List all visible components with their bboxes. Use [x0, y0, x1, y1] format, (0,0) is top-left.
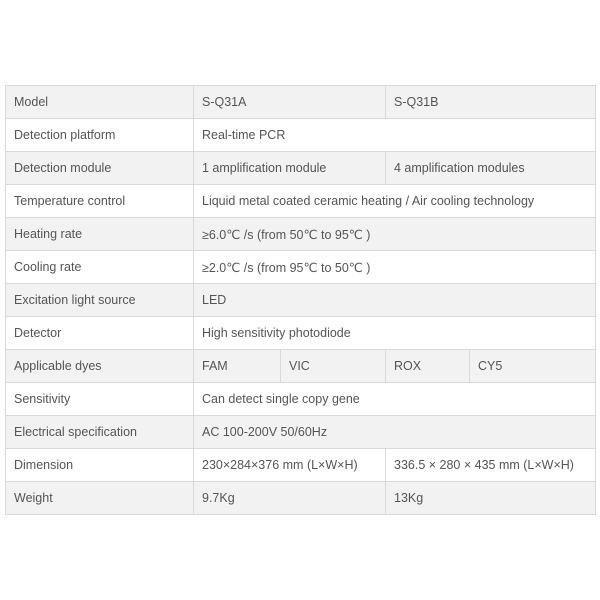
spec-table-body — [6, 86, 596, 515]
row-label: Model — [6, 86, 194, 119]
spec-table — [5, 85, 596, 515]
table-row — [6, 383, 596, 416]
row-label: Applicable dyes — [6, 350, 194, 383]
table-cell: S-Q31A — [194, 86, 386, 119]
table-cell: LED — [194, 284, 596, 317]
table-cell: Can detect single copy gene — [194, 383, 596, 416]
table-cell: 336.5 × 280 × 435 mm (L×W×H) — [386, 449, 596, 482]
row-label: Heating rate — [6, 218, 194, 251]
table-cell: AC 100-200V 50/60Hz — [194, 416, 596, 449]
row-label: Dimension — [6, 449, 194, 482]
table-row — [6, 218, 596, 251]
table-cell: 4 amplification modules — [386, 152, 596, 185]
row-label: Sensitivity — [6, 383, 194, 416]
table-cell: Real-time PCR — [194, 119, 596, 152]
table-row — [6, 416, 596, 449]
table-cell: Liquid metal coated ceramic heating / Air cooling technology — [194, 185, 596, 218]
table-cell: CY5 — [470, 350, 596, 383]
table-row — [6, 284, 596, 317]
row-label: Electrical specification — [6, 416, 194, 449]
table-row — [6, 449, 596, 482]
table-cell: ROX — [386, 350, 470, 383]
row-label: Excitation light source — [6, 284, 194, 317]
table-cell: FAM — [194, 350, 281, 383]
table-cell: 230×284×376 mm (L×W×H) — [194, 449, 386, 482]
table-cell: S-Q31B — [386, 86, 596, 119]
row-label: Cooling rate — [6, 251, 194, 284]
table-row — [6, 185, 596, 218]
table-cell: VIC — [281, 350, 386, 383]
table-cell: ≥2.0℃ /s (from 95℃ to 50℃ ) — [194, 251, 596, 284]
table-cell: ≥6.0℃ /s (from 50℃ to 95℃ ) — [194, 218, 596, 251]
row-label: Weight — [6, 482, 194, 515]
row-label: Temperature control — [6, 185, 194, 218]
table-cell: 13Kg — [386, 482, 596, 515]
table-cell: 1 amplification module — [194, 152, 386, 185]
row-label: Detection module — [6, 152, 194, 185]
row-label: Detector — [6, 317, 194, 350]
table-cell: High sensitivity photodiode — [194, 317, 596, 350]
table-row — [6, 317, 596, 350]
table-row — [6, 86, 596, 119]
table-row — [6, 119, 596, 152]
table-cell: 9.7Kg — [194, 482, 386, 515]
table-row — [6, 152, 596, 185]
row-label: Detection platform — [6, 119, 194, 152]
table-row — [6, 482, 596, 515]
table-row — [6, 251, 596, 284]
table-row — [6, 350, 596, 383]
